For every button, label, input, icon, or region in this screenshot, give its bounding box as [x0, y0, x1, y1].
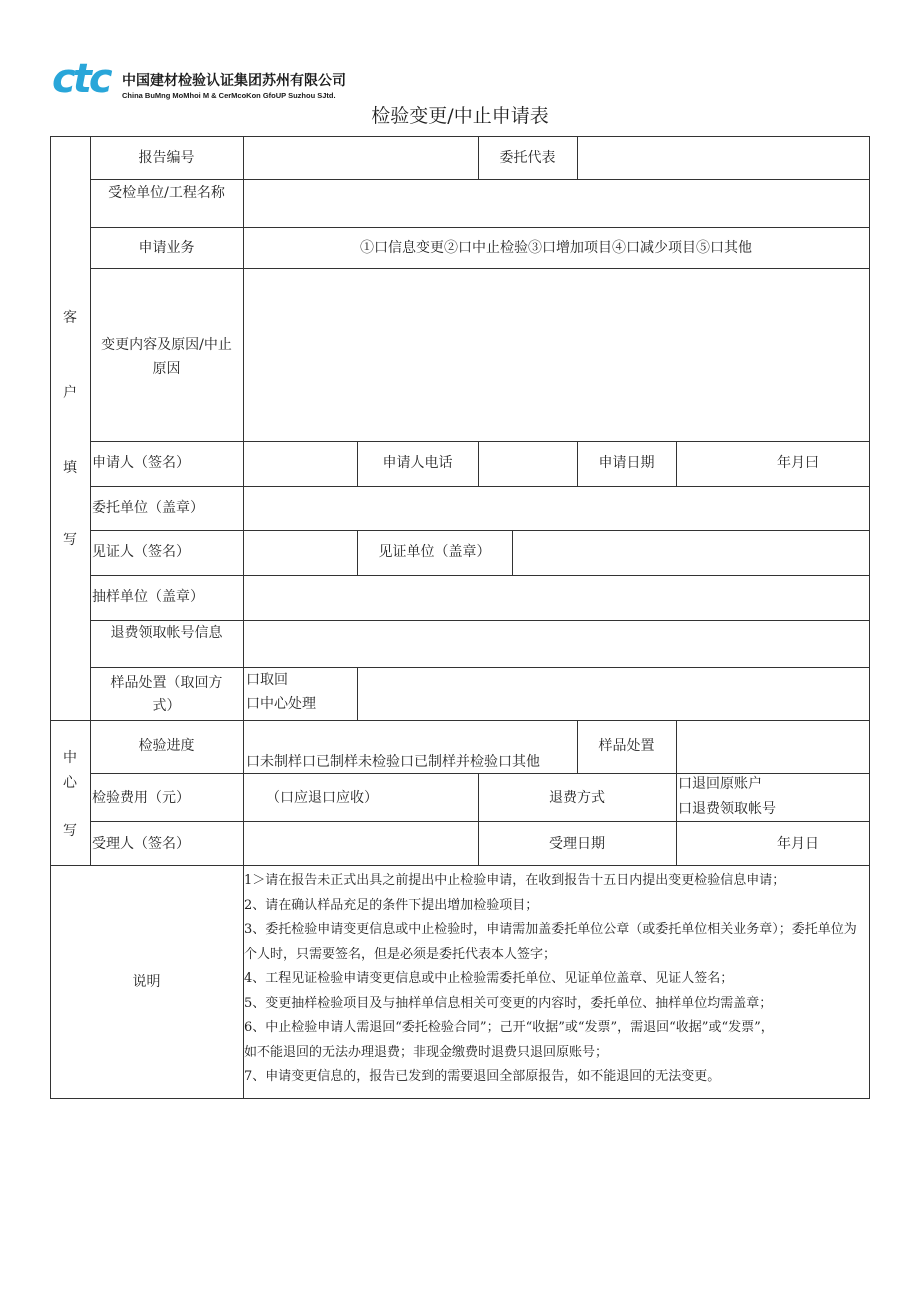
- sample-return-option[interactable]: 口取回: [246, 672, 288, 688]
- logo-mark: ctc: [52, 62, 110, 102]
- section-char: 客: [63, 310, 77, 326]
- section-char: 心: [63, 775, 77, 791]
- label-sample-disposal-line2: 式）: [152, 698, 181, 714]
- note-item: 2、请在确认样品充足的条件下提出增加检验项目；: [244, 897, 539, 913]
- label-accept-date: 受理日期: [549, 836, 605, 852]
- section-char: 写: [63, 823, 77, 839]
- progress-options[interactable]: 口未制样口已制样未检验口已制样并检验口其他: [246, 754, 540, 770]
- label-change-reason: 变更内容及原因/中止: [101, 337, 232, 353]
- note-item: 6、中止检验申请人需退回“委托检验合同”；己开“收据”或“发票”，需退回“收据”或“发票”，: [244, 1020, 774, 1035]
- label-applicant: 申请人（签名）: [92, 455, 190, 471]
- label-change-reason-line2: 原因: [152, 361, 181, 377]
- label-apply-date: 申请日期: [598, 455, 655, 471]
- section-char: 户: [63, 385, 77, 401]
- label-witness: 见证人（签名）: [92, 544, 190, 560]
- label-sampling-unit: 抽样单位（盖章）: [92, 589, 204, 605]
- label-client-unit: 委托单位（盖章）: [92, 500, 204, 516]
- label-refund-method: 退费方式: [549, 790, 605, 806]
- note-item: 1＞请在报告未正式出具之前提出中止检验申请，在收到报告十五日内提出变更检验信息申请；: [244, 873, 786, 888]
- refund-account-option[interactable]: 口退费领取帐号: [678, 801, 776, 817]
- label-business: 申请业务: [138, 240, 195, 256]
- label-sample-disposal: 样品处置（取回方: [110, 675, 223, 691]
- sample-center-option[interactable]: 口中心处理: [246, 696, 316, 712]
- accept-date-value[interactable]: 年月日: [777, 836, 819, 852]
- section-char: 中: [63, 750, 77, 766]
- company-name-cn: 中国建材检验认证集团苏州有限公司: [122, 73, 346, 89]
- label-applicant-phone: 申请人电话: [382, 455, 453, 471]
- note-item: 3、委托检验申请变更信息或中止检验时，申请需加盖委托单位公章（或委托单位相关业务章）；委托单位为个人时，只需要签名，但是必须是委托代表本人签字；: [244, 922, 857, 962]
- note-item: 5、变更抽样检验项目及与抽样单信息相关可变更的内容时，委托单位、抽样单位均需盖章；: [244, 995, 773, 1011]
- label-witness-unit: 见证单位（盖章）: [378, 544, 491, 560]
- company-name-en: China BuMng MoMhoi M & CerMcoKon GfoUP Suzhou SJtd.: [122, 91, 336, 100]
- note-item: 如不能退回的无法办理退费；非现金缴费时退费只退回原账号；: [244, 1044, 609, 1060]
- label-handler: 受理人（签名）: [92, 836, 190, 852]
- label-report-no: 报告编号: [138, 150, 195, 166]
- label-refund-account: 退费领取帐号信息: [110, 625, 223, 641]
- application-form-table: [50, 136, 870, 1099]
- business-options[interactable]: ①口信息变更②口中止检验③口增加项目④口减少项目⑤口其他: [360, 240, 752, 256]
- label-fee: 检验费用（元）: [92, 790, 190, 806]
- label-progress: 检验进度: [138, 738, 195, 754]
- note-item: 4、工程见证检验申请变更信息或中止检验需委托单位、见证单位盖章、见证人签名；: [244, 971, 734, 986]
- fee-options[interactable]: （口应退口应收）: [266, 790, 378, 806]
- note-item: 7、申请变更信息的，报告已发到的需要退回全部原报告，如不能退回的无法变更。: [244, 1069, 721, 1084]
- refund-original-option[interactable]: 口退回原账户: [678, 776, 762, 792]
- form-title: 检验变更/中止申请表: [371, 105, 549, 127]
- label-notes: 说明: [132, 974, 161, 990]
- apply-date-value[interactable]: 年月曰: [777, 455, 819, 471]
- section-char: 写: [63, 532, 77, 548]
- section-char: 填: [63, 460, 77, 476]
- notes-list: [244, 869, 868, 1090]
- label-unit-project: 受检单位/工程名称: [108, 185, 225, 201]
- label-client-rep: 委托代表: [499, 150, 556, 166]
- label-sample-handling: 样品处置: [598, 738, 655, 754]
